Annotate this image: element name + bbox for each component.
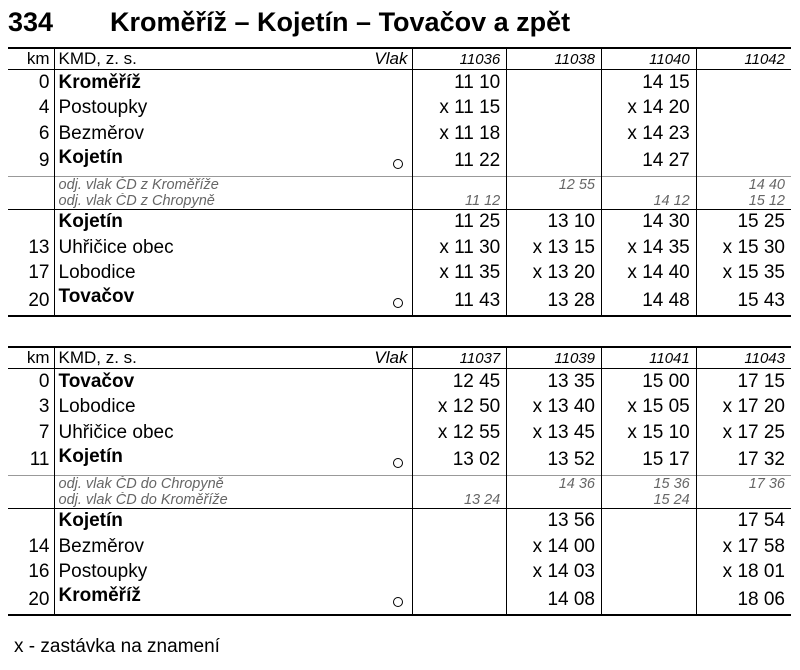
timetable-outbound xyxy=(8,47,791,317)
time-cell: 18 06 xyxy=(696,585,791,615)
station-name: Bezměrov xyxy=(58,535,145,557)
connection-time: 15 24 xyxy=(602,492,697,509)
station-row xyxy=(8,209,791,235)
km-cell: 0 xyxy=(8,70,54,96)
connection-note: odj. vlak ČD do Kroměříže xyxy=(58,491,228,508)
time-cell: 13 56 xyxy=(507,508,602,534)
time-cell: 14 48 xyxy=(602,286,697,316)
time-cell xyxy=(602,534,697,560)
time-cell: x 15 05 xyxy=(602,395,697,421)
time-cell xyxy=(412,534,507,560)
station-row xyxy=(8,147,791,177)
station-name: Kroměříž xyxy=(58,71,141,93)
time-cell: 11 10 xyxy=(412,70,507,96)
station-cell xyxy=(54,395,412,421)
time-cell: 14 27 xyxy=(602,147,697,177)
train-number: 11036 xyxy=(412,48,507,70)
station-row xyxy=(8,369,791,395)
time-cell: 14 08 xyxy=(507,585,602,615)
connection-note: odj. vlak ČD z Chropyně xyxy=(58,192,215,209)
time-cell xyxy=(696,121,791,147)
station-cell xyxy=(54,209,412,235)
station-cell xyxy=(54,369,412,395)
time-cell: x 15 30 xyxy=(696,235,791,261)
connection-time: 11 12 xyxy=(412,193,507,210)
time-cell: 11 25 xyxy=(412,209,507,235)
station-name: Lobodice xyxy=(58,262,136,284)
operator-label: KMD, z. s. xyxy=(58,49,137,68)
km-cell: 9 xyxy=(8,147,54,177)
connection-time: 12 55 xyxy=(507,176,602,193)
km-cell: 17 xyxy=(8,261,54,287)
station-name: Uhřičice obec xyxy=(58,236,174,258)
operator-label: KMD, z. s. xyxy=(58,348,137,367)
time-cell: x 12 50 xyxy=(412,395,507,421)
km-cell: 14 xyxy=(8,534,54,560)
time-cell: 17 15 xyxy=(696,369,791,395)
connection-time: 14 12 xyxy=(602,193,697,210)
station-row xyxy=(8,420,791,446)
time-cell: 13 28 xyxy=(507,286,602,316)
train-number: 11042 xyxy=(696,48,791,70)
station-row xyxy=(8,70,791,96)
time-cell: x 14 20 xyxy=(602,96,697,122)
time-cell xyxy=(602,585,697,615)
connection-time xyxy=(507,193,602,210)
connection-note: odj. vlak ČD z Kroměříže xyxy=(54,176,412,193)
train-number: 11041 xyxy=(602,347,697,369)
time-cell: 13 52 xyxy=(507,446,602,476)
station-name: Postoupky xyxy=(58,561,148,583)
time-cell: 13 35 xyxy=(507,369,602,395)
time-cell xyxy=(696,70,791,96)
time-cell: 15 00 xyxy=(602,369,697,395)
time-cell: 14 30 xyxy=(602,209,697,235)
time-cell: x 17 20 xyxy=(696,395,791,421)
time-cell: x 15 35 xyxy=(696,261,791,287)
km-cell xyxy=(8,475,54,492)
station-header xyxy=(54,347,412,369)
km-cell: 0 xyxy=(8,369,54,395)
route-name: Kroměříž – Kojetín – Tovačov a zpět xyxy=(110,7,571,37)
station-cell xyxy=(54,534,412,560)
time-cell: x 13 45 xyxy=(507,420,602,446)
connection-time xyxy=(696,492,791,509)
time-cell: 15 17 xyxy=(602,446,697,476)
station-row xyxy=(8,235,791,261)
station-name: Kojetín xyxy=(58,211,123,233)
time-cell: x 14 35 xyxy=(602,235,697,261)
station-name: Kroměříž xyxy=(58,585,141,606)
station-row xyxy=(8,585,791,615)
km-cell: 20 xyxy=(8,585,54,615)
train-number: 11038 xyxy=(507,48,602,70)
train-label: Vlak xyxy=(374,348,408,367)
station-name: Tovačov xyxy=(58,370,135,392)
station-row xyxy=(8,508,791,534)
km-cell xyxy=(8,176,54,193)
km-cell: 16 xyxy=(8,560,54,586)
time-cell xyxy=(696,96,791,122)
km-cell: 7 xyxy=(8,420,54,446)
station-cell xyxy=(54,420,412,446)
km-cell: 3 xyxy=(8,395,54,421)
km-cell: 6 xyxy=(8,121,54,147)
station-cell xyxy=(54,147,412,177)
km-cell: 20 xyxy=(8,286,54,316)
train-number: 11040 xyxy=(602,48,697,70)
connection-time: 14 36 xyxy=(507,475,602,492)
header-row xyxy=(8,48,791,70)
station-row xyxy=(8,121,791,147)
time-cell: 15 43 xyxy=(696,286,791,316)
station-name: Kojetín xyxy=(58,445,123,467)
km-cell: 4 xyxy=(8,96,54,122)
station-row xyxy=(8,286,791,316)
time-cell: x 13 20 xyxy=(507,261,602,287)
station-cell xyxy=(54,96,412,122)
train-number: 11037 xyxy=(412,347,507,369)
time-cell: x 11 30 xyxy=(412,235,507,261)
terminal-circle-icon xyxy=(392,293,404,315)
station-cell xyxy=(54,446,412,476)
station-name: Postoupky xyxy=(58,97,148,119)
time-cell: x 11 18 xyxy=(412,121,507,147)
train-number: 11039 xyxy=(507,347,602,369)
km-cell xyxy=(8,492,54,509)
time-cell: 13 10 xyxy=(507,209,602,235)
time-cell: x 14 03 xyxy=(507,560,602,586)
km-cell xyxy=(8,193,54,210)
km-header: km xyxy=(8,347,54,369)
time-cell: 14 15 xyxy=(602,70,697,96)
km-cell: 11 xyxy=(8,446,54,476)
station-header xyxy=(54,48,412,70)
station-row xyxy=(8,560,791,586)
time-cell: x 11 15 xyxy=(412,96,507,122)
connection-note-row xyxy=(8,475,791,492)
terminal-circle-icon xyxy=(392,154,404,176)
time-cell xyxy=(602,508,697,534)
time-cell xyxy=(507,96,602,122)
station-name: Lobodice xyxy=(58,396,136,418)
time-cell: 11 22 xyxy=(412,147,507,177)
time-cell: x 13 40 xyxy=(507,395,602,421)
time-cell xyxy=(602,560,697,586)
time-cell: x 17 58 xyxy=(696,534,791,560)
terminal-circle-icon xyxy=(392,453,404,475)
station-name: Kojetín xyxy=(58,146,123,168)
connection-time xyxy=(412,475,507,492)
header-row xyxy=(8,347,791,369)
time-cell: 12 45 xyxy=(412,369,507,395)
station-row xyxy=(8,96,791,122)
connection-time: 13 24 xyxy=(412,492,507,509)
station-cell xyxy=(54,560,412,586)
station-name: Kojetín xyxy=(58,510,123,532)
time-cell: x 14 40 xyxy=(602,261,697,287)
time-cell: 15 25 xyxy=(696,209,791,235)
line-number: 334 xyxy=(8,7,54,37)
connection-note-row xyxy=(8,492,791,509)
time-cell: x 15 10 xyxy=(602,420,697,446)
connection-note-row xyxy=(8,176,791,193)
connection-time xyxy=(412,176,507,193)
station-cell xyxy=(54,70,412,96)
station-cell xyxy=(54,235,412,261)
time-cell xyxy=(507,147,602,177)
time-cell xyxy=(696,147,791,177)
time-cell xyxy=(412,560,507,586)
km-cell xyxy=(8,508,54,534)
time-cell: x 12 55 xyxy=(412,420,507,446)
station-row xyxy=(8,395,791,421)
time-cell: 17 54 xyxy=(696,508,791,534)
connection-note: odj. vlak ČD do Chropyně xyxy=(54,475,412,492)
station-cell xyxy=(54,585,412,615)
station-name: Tovačov xyxy=(58,286,135,307)
terminal-circle-icon xyxy=(392,592,404,614)
train-number: 11043 xyxy=(696,347,791,369)
time-cell: x 11 35 xyxy=(412,261,507,287)
connection-time: 15 12 xyxy=(696,193,791,210)
time-cell: 11 43 xyxy=(412,286,507,316)
km-header: km xyxy=(8,48,54,70)
station-row xyxy=(8,534,791,560)
station-name: Uhřičice obec xyxy=(58,421,174,443)
time-cell: 17 32 xyxy=(696,446,791,476)
station-cell xyxy=(54,121,412,147)
station-name: Bezměrov xyxy=(58,122,145,144)
time-cell xyxy=(507,121,602,147)
km-cell: 13 xyxy=(8,235,54,261)
legend: x - zastávka na znamení xyxy=(14,636,220,657)
station-row xyxy=(8,261,791,287)
connection-time: 15 36 xyxy=(602,475,697,492)
train-label: Vlak xyxy=(374,49,408,68)
time-cell: 13 02 xyxy=(412,446,507,476)
station-row xyxy=(8,446,791,476)
time-cell: x 14 23 xyxy=(602,121,697,147)
station-cell xyxy=(54,508,412,534)
time-cell: x 14 00 xyxy=(507,534,602,560)
connection-time: 17 36 xyxy=(696,475,791,492)
time-cell: x 17 25 xyxy=(696,420,791,446)
connection-time xyxy=(507,492,602,509)
connection-note-row xyxy=(8,193,791,210)
station-cell xyxy=(54,261,412,287)
time-cell xyxy=(412,585,507,615)
connection-time xyxy=(602,176,697,193)
km-cell xyxy=(8,209,54,235)
time-cell: x 13 15 xyxy=(507,235,602,261)
time-cell xyxy=(507,70,602,96)
time-cell xyxy=(412,508,507,534)
timetable-return xyxy=(8,346,791,616)
station-cell xyxy=(54,286,412,316)
time-cell: x 18 01 xyxy=(696,560,791,586)
page-title xyxy=(8,2,570,42)
connection-time: 14 40 xyxy=(696,176,791,193)
